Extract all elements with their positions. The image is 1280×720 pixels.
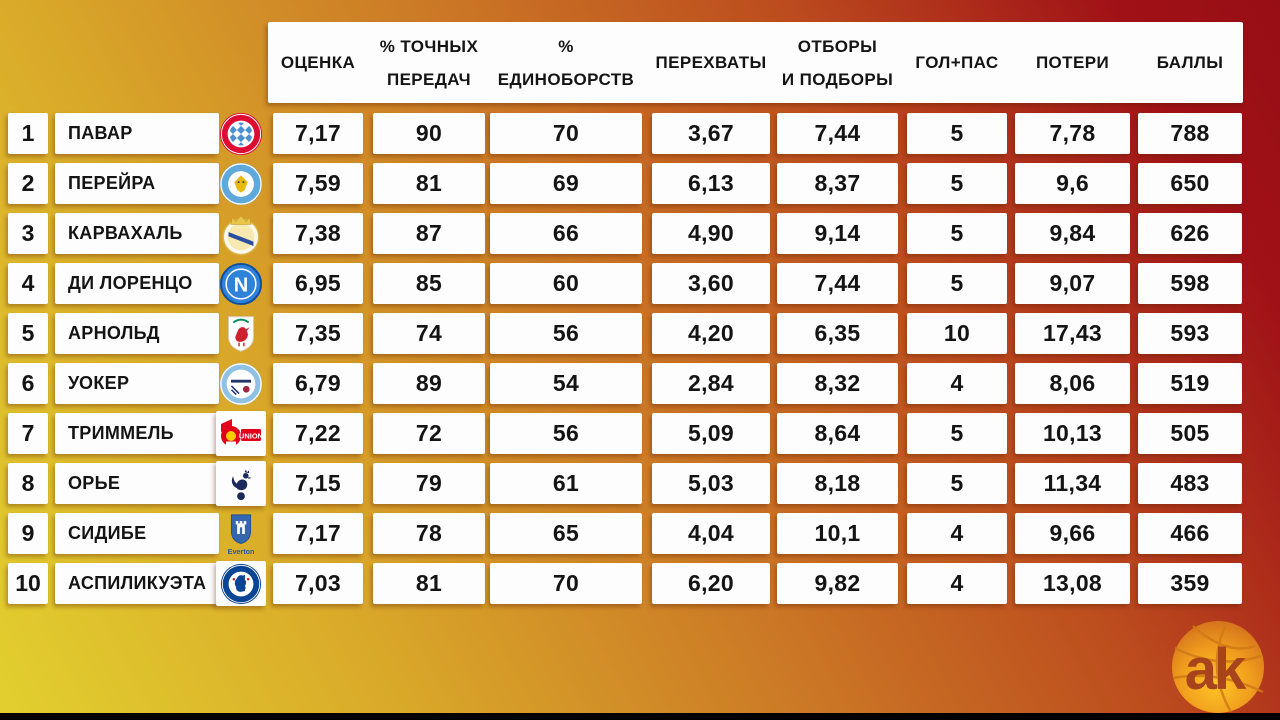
cell-tackles_recoveries xyxy=(777,563,898,604)
cell-losses-text: 9,66 xyxy=(1049,520,1096,546)
header-label-goal_pass xyxy=(915,22,998,103)
rank-cell xyxy=(8,113,48,154)
cell-duels xyxy=(490,413,642,454)
player-name-cell xyxy=(55,263,219,304)
cell-points xyxy=(1138,463,1242,504)
header-label-tackles_recoveries xyxy=(782,22,893,103)
rank-cell-text: 4 xyxy=(21,270,35,296)
cell-tackles_recoveries-text: 9,14 xyxy=(814,220,861,246)
cell-tackles_recoveries xyxy=(777,213,898,254)
cell-points-text: 650 xyxy=(1170,170,1210,196)
cell-pass_accuracy xyxy=(373,263,485,304)
rank-cell xyxy=(8,513,48,554)
cell-pass_accuracy-text: 90 xyxy=(415,120,443,146)
cell-pass_accuracy-text: 81 xyxy=(415,170,443,196)
player-name-cell xyxy=(55,163,219,204)
cell-pass_accuracy-text: 81 xyxy=(415,570,443,596)
cell-points-text: 626 xyxy=(1170,220,1210,246)
channel-ball-logo xyxy=(1163,610,1273,720)
rank-cell xyxy=(8,363,48,404)
cell-duels xyxy=(490,113,642,154)
cell-losses xyxy=(1015,363,1130,404)
club-logo-everton xyxy=(216,511,266,556)
cell-goal_pass-text: 4 xyxy=(950,520,964,546)
player-name-cell-text: АСПИЛИКУЭТА xyxy=(68,573,207,593)
cell-goal_pass-text: 10 xyxy=(943,320,971,346)
cell-losses xyxy=(1015,563,1130,604)
rank-cell xyxy=(8,413,48,454)
cell-points-text: 593 xyxy=(1170,320,1210,346)
cell-tackles_recoveries-text: 7,44 xyxy=(814,270,861,296)
svg-text:N: N xyxy=(233,274,249,297)
cell-tackles_recoveries xyxy=(777,313,898,354)
cell-rating xyxy=(273,313,363,354)
header-label-line: ОЦЕНКА xyxy=(280,53,356,72)
cell-points-text: 359 xyxy=(1170,570,1210,596)
cell-interceptions-text: 5,03 xyxy=(688,470,734,496)
cell-points xyxy=(1138,363,1242,404)
svg-text:Everton: Everton xyxy=(227,547,255,556)
club-logo-napoli xyxy=(216,261,266,306)
cell-rating-text: 7,17 xyxy=(295,120,341,146)
rank-cell-text: 7 xyxy=(21,420,35,446)
cell-points xyxy=(1138,113,1242,154)
cell-rating xyxy=(273,563,363,604)
cell-goal_pass-text: 4 xyxy=(950,370,964,396)
cell-rating-text: 7,15 xyxy=(295,470,341,496)
club-logo-manchester-city xyxy=(216,361,266,406)
header-label-points xyxy=(1157,22,1224,103)
cell-rating xyxy=(273,113,363,154)
cell-pass_accuracy xyxy=(373,213,485,254)
cell-losses-text: 13,08 xyxy=(1042,570,1103,596)
cell-tackles_recoveries xyxy=(777,513,898,554)
player-name-cell-text: ДИ ЛОРЕНЦО xyxy=(68,273,193,293)
header-label-pass_accuracy xyxy=(380,22,478,103)
rank-cell xyxy=(8,563,48,604)
cell-duels-text: 60 xyxy=(552,270,580,296)
cell-losses xyxy=(1015,513,1130,554)
cell-tackles_recoveries xyxy=(777,263,898,304)
cell-rating xyxy=(273,363,363,404)
header-label-line: ПЕРЕХВАТЫ xyxy=(655,53,767,72)
cell-pass_accuracy-text: 85 xyxy=(415,270,443,296)
cell-duels xyxy=(490,313,642,354)
cell-interceptions xyxy=(652,113,770,154)
cell-pass_accuracy-text: 89 xyxy=(415,370,443,396)
cell-goal_pass xyxy=(907,113,1007,154)
rank-cell-text: 9 xyxy=(21,520,35,546)
cell-pass_accuracy xyxy=(373,113,485,154)
cell-interceptions xyxy=(652,363,770,404)
cell-goal_pass xyxy=(907,163,1007,204)
player-name-cell xyxy=(55,413,219,454)
rank-cell-text: 10 xyxy=(15,570,41,596)
cell-duels-text: 61 xyxy=(552,470,580,496)
cell-interceptions xyxy=(652,313,770,354)
header-label-line: ПОТЕРИ xyxy=(1035,53,1110,72)
cell-goal_pass-text: 5 xyxy=(950,120,964,146)
cell-rating-text: 7,35 xyxy=(295,320,341,346)
player-name-cell-text: СИДИБЕ xyxy=(68,523,147,543)
cell-interceptions xyxy=(652,463,770,504)
player-name-cell xyxy=(55,513,219,554)
cell-goal_pass xyxy=(907,563,1007,604)
cell-duels xyxy=(490,463,642,504)
cell-points xyxy=(1138,313,1242,354)
player-name-cell-text: УОКЕР xyxy=(68,373,130,393)
player-name-cell-text: ПАВАР xyxy=(68,123,133,143)
header-label-line: % xyxy=(558,36,574,56)
rank-cell-text: 1 xyxy=(21,120,35,146)
cell-goal_pass xyxy=(907,413,1007,454)
club-logo-union-berlin xyxy=(216,411,266,456)
cell-points xyxy=(1138,413,1242,454)
cell-points-text: 505 xyxy=(1170,420,1210,446)
cell-interceptions-text: 2,84 xyxy=(688,370,734,396)
header-label-losses xyxy=(1036,22,1109,103)
cell-tackles_recoveries xyxy=(777,163,898,204)
cell-rating-text: 7,38 xyxy=(295,220,341,246)
cell-goal_pass-text: 5 xyxy=(950,220,964,246)
cell-tackles_recoveries-text: 8,64 xyxy=(814,420,861,446)
rank-cell-text: 2 xyxy=(21,170,35,196)
cell-tackles_recoveries-text: 9,82 xyxy=(814,570,861,596)
cell-losses-text: 9,07 xyxy=(1049,270,1096,296)
cell-rating-text: 7,03 xyxy=(295,570,341,596)
cell-tackles_recoveries-text: 8,18 xyxy=(814,470,861,496)
cell-losses xyxy=(1015,213,1130,254)
header-label-line: И ПОДБОРЫ xyxy=(781,69,894,89)
cell-duels-text: 56 xyxy=(552,320,580,346)
cell-interceptions-text: 6,13 xyxy=(688,170,734,196)
cell-points-text: 519 xyxy=(1170,370,1210,396)
cell-duels-text: 70 xyxy=(552,570,580,596)
cell-tackles_recoveries xyxy=(777,113,898,154)
player-name-cell xyxy=(55,113,219,154)
cell-goal_pass-text: 5 xyxy=(950,270,964,296)
header-label-rating xyxy=(281,22,355,103)
cell-points-text: 466 xyxy=(1170,520,1210,546)
cell-goal_pass-text: 5 xyxy=(950,470,964,496)
cell-losses-text: 11,34 xyxy=(1043,470,1102,496)
cell-losses xyxy=(1015,263,1130,304)
basketball-icon xyxy=(1163,610,1273,720)
cell-pass_accuracy xyxy=(373,413,485,454)
cell-duels-text: 65 xyxy=(552,520,580,546)
rank-cell-text: 6 xyxy=(21,370,35,396)
cell-rating xyxy=(273,163,363,204)
header-label-line: ГОЛ+ПАС xyxy=(915,53,999,72)
cell-rating-text: 6,79 xyxy=(295,370,341,396)
cell-tackles_recoveries-text: 8,32 xyxy=(814,370,861,396)
cell-interceptions xyxy=(652,163,770,204)
cell-pass_accuracy xyxy=(373,313,485,354)
player-name-cell-text: АРНОЛЬД xyxy=(68,323,160,343)
player-name-cell xyxy=(55,213,219,254)
cell-points xyxy=(1138,163,1242,204)
cell-rating xyxy=(273,513,363,554)
cell-interceptions xyxy=(652,513,770,554)
cell-interceptions-text: 3,60 xyxy=(688,270,734,296)
cell-interceptions-text: 5,09 xyxy=(688,420,734,446)
cell-interceptions xyxy=(652,413,770,454)
cell-losses-text: 17,43 xyxy=(1042,320,1103,346)
cell-interceptions xyxy=(652,213,770,254)
cell-points-text: 598 xyxy=(1170,270,1210,296)
cell-losses-text: 7,78 xyxy=(1049,120,1096,146)
svg-text:UNION: UNION xyxy=(238,431,264,440)
cell-interceptions-text: 3,67 xyxy=(688,120,734,146)
cell-losses-text: 9,6 xyxy=(1056,170,1089,196)
header-label-duels xyxy=(498,22,634,103)
rank-cell xyxy=(8,263,48,304)
rank-cell-text: 3 xyxy=(21,220,35,246)
player-name-cell-text: ОРЬЕ xyxy=(68,473,121,493)
cell-pass_accuracy-text: 74 xyxy=(415,320,443,346)
cell-tackles_recoveries-text: 6,35 xyxy=(814,320,861,346)
logo-letters: ak xyxy=(1184,637,1244,702)
cell-duels-text: 69 xyxy=(552,170,580,196)
header-label-interceptions xyxy=(655,22,766,103)
cell-duels-text: 56 xyxy=(552,420,580,446)
player-name-cell-text: ПЕРЕЙРА xyxy=(68,173,156,193)
rank-cell xyxy=(8,313,48,354)
cell-rating-text: 7,59 xyxy=(295,170,341,196)
player-name-cell xyxy=(55,563,219,604)
cell-goal_pass-text: 5 xyxy=(950,420,964,446)
player-name-cell-text: КАРВАХАЛЬ xyxy=(68,223,183,243)
header-label-line: ОТБОРЫ xyxy=(797,36,878,56)
cell-tackles_recoveries xyxy=(777,463,898,504)
cell-duels xyxy=(490,513,642,554)
cell-goal_pass xyxy=(907,463,1007,504)
rank-cell-text: 8 xyxy=(21,470,35,496)
club-logo-tottenham xyxy=(216,461,266,506)
cell-pass_accuracy xyxy=(373,363,485,404)
cell-pass_accuracy xyxy=(373,513,485,554)
club-logo-real-madrid xyxy=(216,211,266,256)
cell-points xyxy=(1138,213,1242,254)
club-logo-chelsea xyxy=(216,561,266,606)
cell-losses-text: 8,06 xyxy=(1049,370,1096,396)
cell-interceptions-text: 6,20 xyxy=(688,570,734,596)
cell-tackles_recoveries-text: 10,1 xyxy=(814,520,861,546)
club-logo-liverpool xyxy=(216,311,266,356)
cell-tackles_recoveries xyxy=(777,413,898,454)
letterbox-bar xyxy=(0,713,1280,720)
header-label-line: ПЕРЕДАЧ xyxy=(386,69,472,89)
cell-points-text: 788 xyxy=(1170,120,1210,146)
cell-rating xyxy=(273,463,363,504)
cell-pass_accuracy-text: 72 xyxy=(415,420,443,446)
cell-goal_pass xyxy=(907,513,1007,554)
cell-pass_accuracy-text: 78 xyxy=(415,520,443,546)
header-label-line: ЕДИНОБОРСТВ xyxy=(497,69,635,89)
cell-duels xyxy=(490,163,642,204)
cell-losses-text: 9,84 xyxy=(1049,220,1096,246)
cell-rating xyxy=(273,263,363,304)
cell-losses xyxy=(1015,463,1130,504)
cell-interceptions-text: 4,20 xyxy=(688,320,734,346)
cell-interceptions-text: 4,90 xyxy=(688,220,734,246)
player-name-cell xyxy=(55,313,219,354)
club-logo-leicester-city xyxy=(216,161,266,206)
header-label-line: БАЛЛЫ xyxy=(1156,53,1224,72)
player-name-cell xyxy=(55,363,219,404)
cell-goal_pass xyxy=(907,213,1007,254)
cell-goal_pass xyxy=(907,313,1007,354)
table-header xyxy=(268,22,1243,103)
cell-points xyxy=(1138,263,1242,304)
rank-cell xyxy=(8,463,48,504)
cell-goal_pass xyxy=(907,363,1007,404)
cell-duels-text: 70 xyxy=(552,120,580,146)
cell-interceptions-text: 4,04 xyxy=(688,520,734,546)
cell-goal_pass-text: 4 xyxy=(950,570,964,596)
cell-losses-text: 10,13 xyxy=(1042,420,1103,446)
cell-pass_accuracy-text: 87 xyxy=(415,220,443,246)
cell-rating-text: 6,95 xyxy=(295,270,341,296)
cell-losses xyxy=(1015,413,1130,454)
cell-pass_accuracy xyxy=(373,563,485,604)
header-label-line: % ТОЧНЫХ xyxy=(379,36,479,56)
player-name-cell-text: ТРИММЕЛЬ xyxy=(68,423,174,443)
cell-duels xyxy=(490,363,642,404)
cell-points xyxy=(1138,513,1242,554)
cell-duels xyxy=(490,213,642,254)
cell-tackles_recoveries-text: 7,44 xyxy=(814,120,861,146)
cell-points-text: 483 xyxy=(1170,470,1210,496)
rank-cell xyxy=(8,163,48,204)
cell-pass_accuracy xyxy=(373,163,485,204)
cell-losses xyxy=(1015,313,1130,354)
cell-points xyxy=(1138,563,1242,604)
cell-duels-text: 54 xyxy=(552,370,580,396)
club-logo-bayern-munich xyxy=(216,111,266,156)
cell-goal_pass-text: 5 xyxy=(950,170,964,196)
cell-rating xyxy=(273,413,363,454)
cell-losses xyxy=(1015,113,1130,154)
cell-rating xyxy=(273,213,363,254)
cell-duels-text: 66 xyxy=(552,220,580,246)
cell-pass_accuracy xyxy=(373,463,485,504)
rank-cell-text: 5 xyxy=(21,320,35,346)
cell-rating-text: 7,17 xyxy=(295,520,341,546)
cell-tackles_recoveries xyxy=(777,363,898,404)
cell-pass_accuracy-text: 79 xyxy=(415,470,443,496)
cell-tackles_recoveries-text: 8,37 xyxy=(814,170,861,196)
cell-goal_pass xyxy=(907,263,1007,304)
cell-interceptions xyxy=(652,563,770,604)
cell-interceptions xyxy=(652,263,770,304)
rank-cell xyxy=(8,213,48,254)
cell-losses xyxy=(1015,163,1130,204)
cell-rating-text: 7,22 xyxy=(295,420,341,446)
cell-duels xyxy=(490,563,642,604)
player-name-cell xyxy=(55,463,219,504)
cell-duels xyxy=(490,263,642,304)
